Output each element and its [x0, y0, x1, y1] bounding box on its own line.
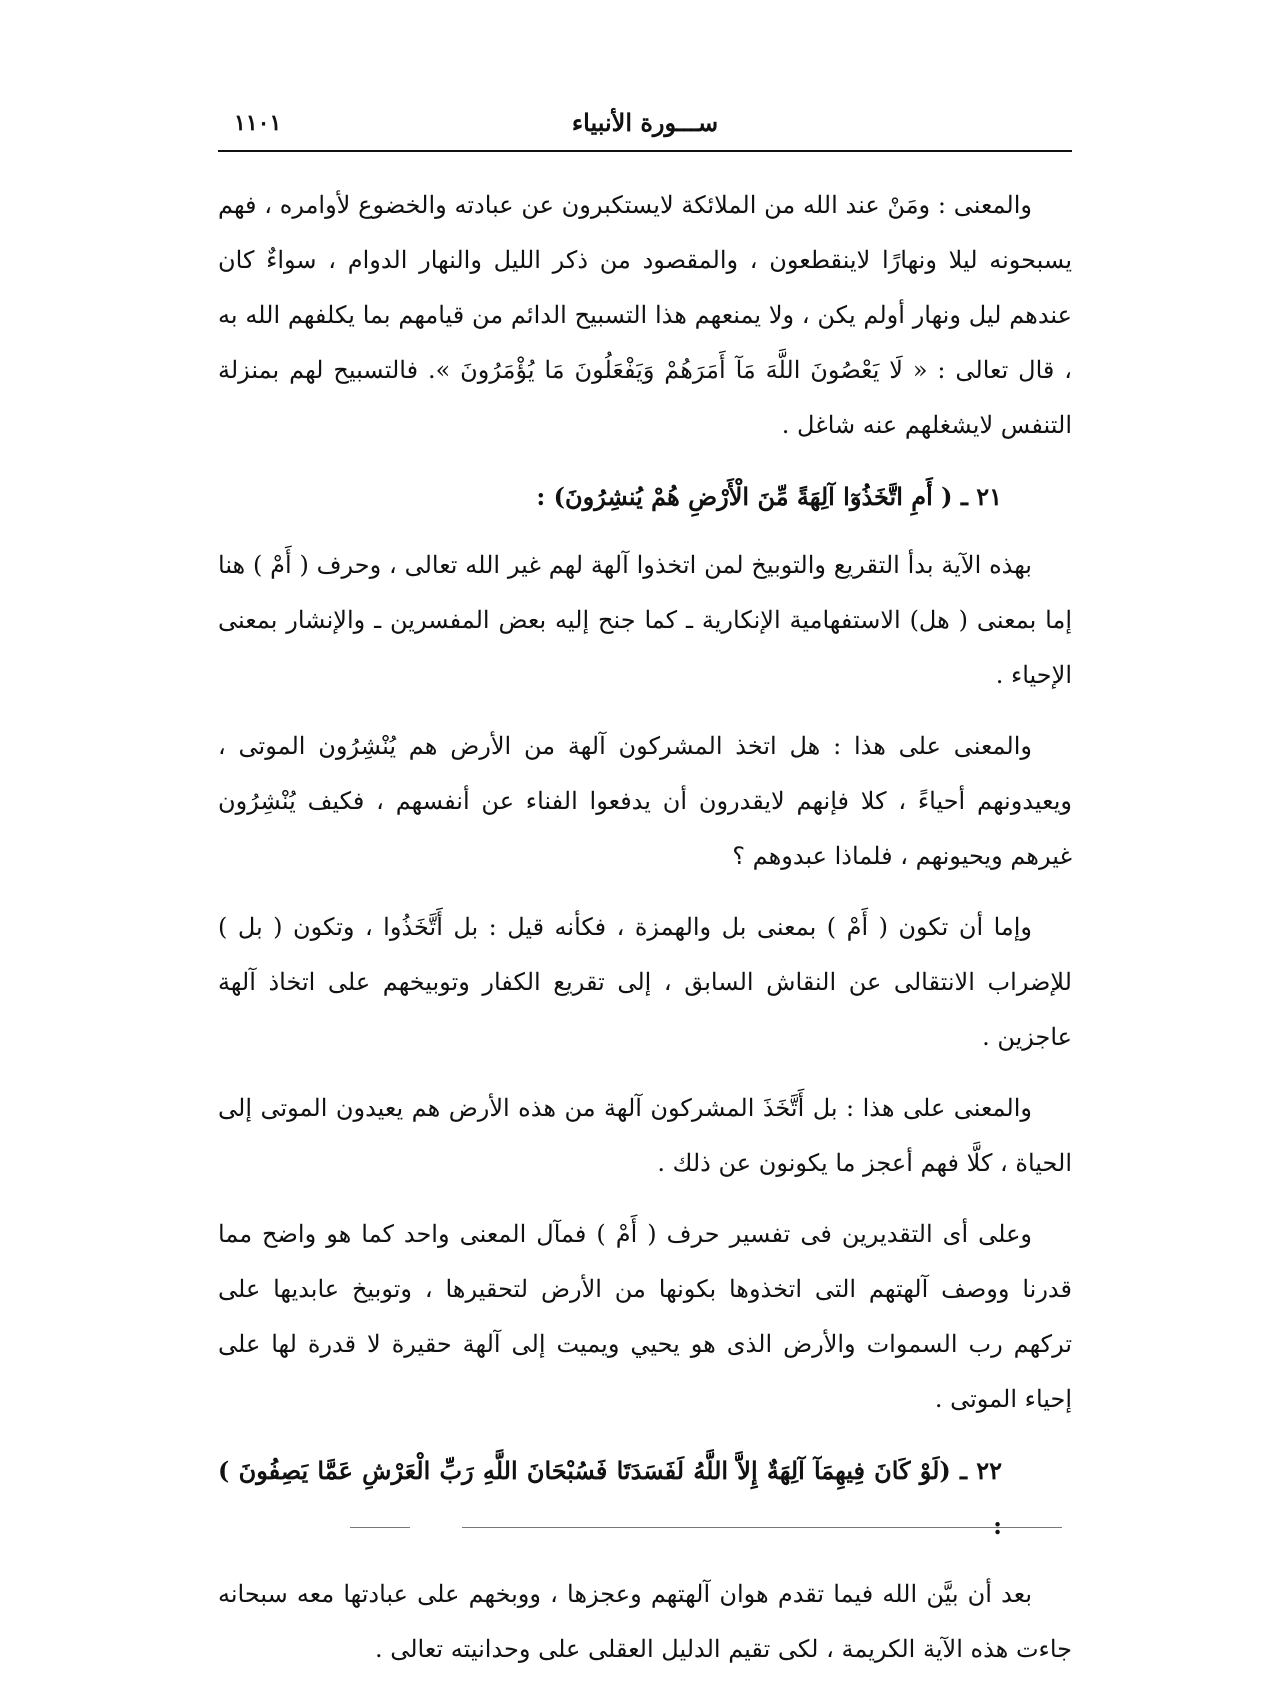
- page-number: ١١٠١: [234, 110, 282, 136]
- paragraph-both-readings: وعلى أى التقديرين فى تفسير حرف ( أَمْ ) فمآل المعنى واحد كما هو واضح مما قدرنا ووصف آلهتهم التى اتخذوها بكونها من الأرض لتحقيرها ، وتوبيخ عابديها على تركهم رب السموات والأرض الذى هو يحيي ويميت إلى آلهة حقيرة لا قدرة لها على إحياء الموتى .: [218, 1220, 1072, 1413]
- footer-rule-long: [462, 1527, 1062, 1528]
- paragraph-verse-22-intro: بعد أن بيَّن الله فيما تقدم هوان آلهتهم وعجزها ، ووبخهم على عبادتها معه سبحانه جاءت هذه الآية الكريمة ، لكى تقيم الدليل العقلى على وحدانيته تعالى .: [218, 1580, 1072, 1663]
- surah-title: ســـورة الأنبياء: [571, 108, 719, 137]
- page-body: [218, 178, 1072, 1693]
- verse-21-heading: ٢١ ـ ( أَمِ اتَّخَذُوٓا آلِهَةً مِّنَ الْأَرْضِ هُمْ يُنشِرُونَ) :: [536, 482, 1002, 511]
- verse-22-heading: ٢٢ ـ (لَوْ كَانَ فِيهِمَآ آلِهَةٌ إِلاَّ اللَّهُ لَفَسَدَتَا فَسُبْحَانَ اللَّهِ رَبِّ الْعَرْشِ عَمَّا يَصِفُونَ ) :: [218, 1456, 1002, 1540]
- paragraph-meaning-first-reading: والمعنى على هذا : هل اتخذ المشركون آلهة من الأرض هم يُنْشِرُون الموتى ، ويعيدونهم أحياءً ، كلا فإنهم لايقدرون أن يدفعوا الفناء عن أنفسهم ، فكيف يُنْشِرُون غيرهم ويحيونهم ، فلماذا عبدوهم ؟: [218, 732, 1072, 870]
- footer-rule-short: [350, 1527, 410, 1528]
- header-divider: [218, 150, 1072, 152]
- paragraph-meaning-second-reading: والمعنى على هذا : بل أَتَّخَذَ المشركون آلهة من هذه الأرض هم يعيدون الموتى إلى الحياة ، كلَّا فهم أعجز ما يكونون عن ذلك .: [218, 1094, 1072, 1177]
- paragraph-meaning-angels: والمعنى : ومَنْ عند الله من الملائكة لايستكبرون عن عبادته والخضوع لأوامره ، فهم يسبحونه ليلا ونهارًا لاينقطعون ، والمقصود من ذكر الليل والنهار الدوام ، سواءٌ كان عندهم ليل ونهار أولم يكن ، ولا يمنعهم هذا التسبيح الدائم من قيامهم بما يكلفهم الله به ، قال تعالى : « لَا يَعْصُونَ اللَّهَ مَآ أَمَرَهُمْ وَيَفْعَلُونَ مَا يُؤْمَرُونَ ». فالتسبيح لهم بمنزلة التنفس لايشغلهم عنه شاغل .: [218, 191, 1073, 439]
- paragraph-second-reading: وإما أن تكون ( أَمْ ) بمعنى بل والهمزة ، فكأنه قيل : بل أَتَّخَذُوا ، وتكون ( بل ) للإضراب الانتقالى عن النقاش السابق ، إلى تقريع الكفار وتوبيخهم على اتخاذ آلهة عاجزين .: [218, 913, 1072, 1051]
- page-header: [218, 100, 1072, 148]
- footer-rules: [350, 1527, 1070, 1533]
- paragraph-verse-21-intro: بهذه الآية بدأ التقريع والتوبيخ لمن اتخذوا آلهة لهم غير الله تعالى ، وحرف ( أَمْ ) هنا إما بمعنى ( هل) الاستفهامية الإنكارية ـ كما جنح إليه بعض المفسرين ـ والإنشار بمعنى الإحياء .: [218, 551, 1072, 689]
